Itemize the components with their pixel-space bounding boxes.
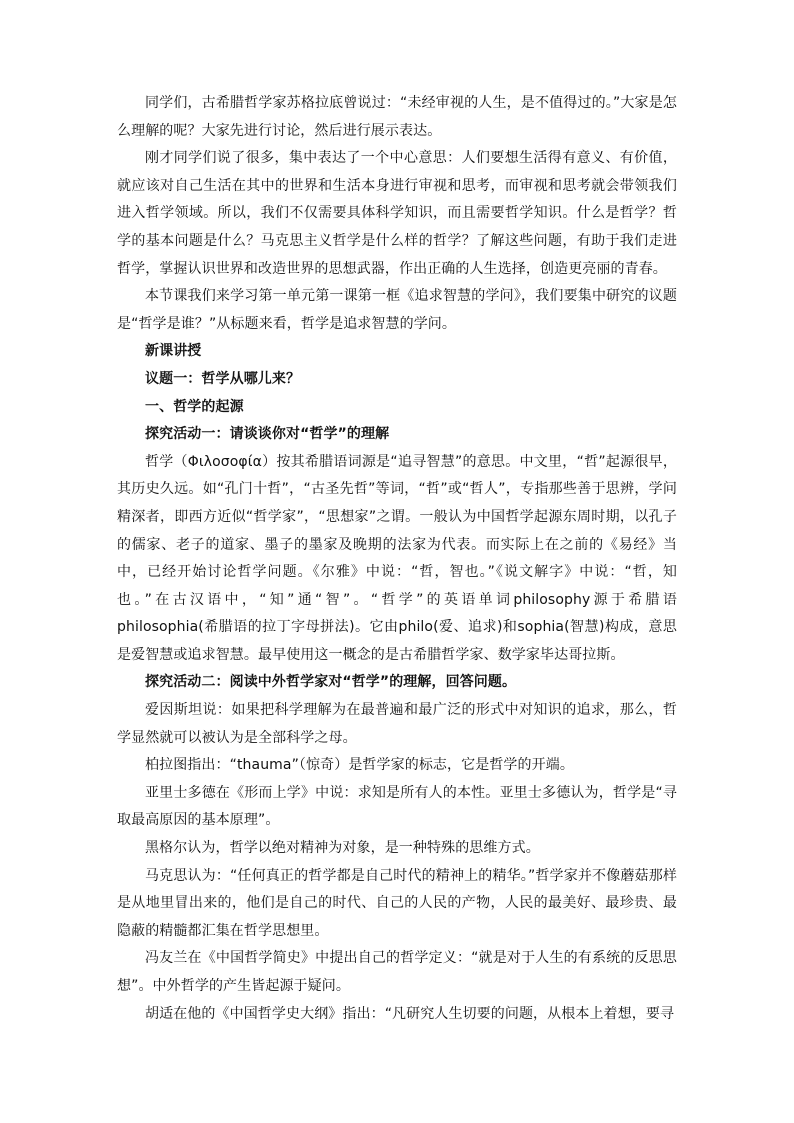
document-page — [117, 90, 677, 1028]
quote-hu-shi: 胡适在他的《中国哲学史大纲》指出：“凡研究人生切要的问题，从根本上着想，要寻 — [145, 1005, 675, 1022]
summary-paragraph: 刚才同学们说了很多，集中表达了一个中心意思：人们要想生活得有意义、有价值，就应该对自己生活在其中的世界和生活本身进行审视和思考，而审视和思考就会带领我们进入哲学领域。所以，我们不仅需要具体科学知识，而且需要哲学知识。什么是哲学？哲学的基本问题是什么？马克思主义哲学是什么样的哲学？了解这些问题，有助于我们走进哲学，掌握认识世界和改造世界的思想武器，作出正确的人生选择，创造更亮丽的青春。 — [117, 150, 677, 277]
lesson-intro-paragraph: 本节课我们来学习第一单元第一课第一框《追求智慧的学问》，我们要集中研究的议题是“哲学是谁？”从标题来看，哲学是追求智慧的学问。 — [117, 288, 677, 332]
quote-einstein: 爱因斯坦说：如果把科学理解为在最普遍和最广泛的形式中对知识的追求，那么，哲学显然就可以被认为是全部科学之母。 — [117, 702, 677, 746]
section-heading-new-lesson: 新课讲授 — [145, 343, 202, 360]
quote-hegel: 黑格尔认为，哲学以绝对精神为对象，是一种特殊的思维方式。 — [145, 840, 540, 857]
subsection-heading-origin: 一、哲学的起源 — [145, 398, 244, 415]
quote-plato: 柏拉图指出：“thauma”（惊奇）是哲学家的标志，它是哲学的开端。 — [145, 757, 574, 774]
activity-one-heading: 探究活动一：请谈谈你对“哲学”的理解 — [145, 426, 390, 443]
philosophy-etymology-paragraph: 哲学（Φιλοσοφία）按其希腊语词源是“追寻智慧”的意思。中文里，“哲”起源很早，其历史久远。如“孔门十哲”，“古圣先哲”等词，“哲”或“哲人”，专指那些善于思辨，学问精深者，即西方近似“哲学家”，“思想家”之谓。一般认为中国哲学起源东周时期，以孔子的儒家、老子的道家、墨子的墨家及晚期的法家为代表。而实际上在之前的《易经》当中，已经开始讨论哲学问题。《尔雅》中说：“哲，智也。”《说文解字》中说：“哲，知也。”在古汉语中，“知”通“智”。“哲学”的英语单词philosophy源于希腊语philosophia(希腊语的拉丁字母拼法)。它由philo(爱、追求)和sophia(智慧)构成，意思是爱智慧或追求智慧。最早使用这一概念的是古希腊哲学家、数学家毕达哥拉斯。 — [117, 453, 677, 663]
intro-paragraph: 同学们，古希腊哲学家苏格拉底曾说过：“未经审视的人生，是不值得过的。”大家是怎么理解的呢？大家先进行讨论，然后进行展示表达。 — [117, 95, 677, 139]
quote-aristotle: 亚里士多德在《形而上学》中说：求知是所有人的本性。亚里士多德认为，哲学是“寻取最高原因的基本原理”。 — [117, 784, 677, 829]
quote-feng-youlan: 冯友兰在《中国哲学简史》中提出自己的哲学定义：“就是对于人生的有系统的反思思想”。中外哲学的产生皆起源于疑问。 — [117, 950, 677, 994]
topic-heading: 议题一：哲学从哪儿来？ — [145, 370, 301, 387]
activity-two-heading: 探究活动二：阅读中外哲学家对“哲学”的理解，回答问题。 — [145, 674, 517, 691]
quote-marx: 马克思认为：“任何真正的哲学都是自己时代的精神上的精华。”哲学家并不像蘑菇那样是从地里冒出来的，他们是自己的时代、自己的人民的产物，人民的最美好、最珍贵、最隐蔽的精髓都汇集在哲学思想里。 — [117, 867, 677, 939]
